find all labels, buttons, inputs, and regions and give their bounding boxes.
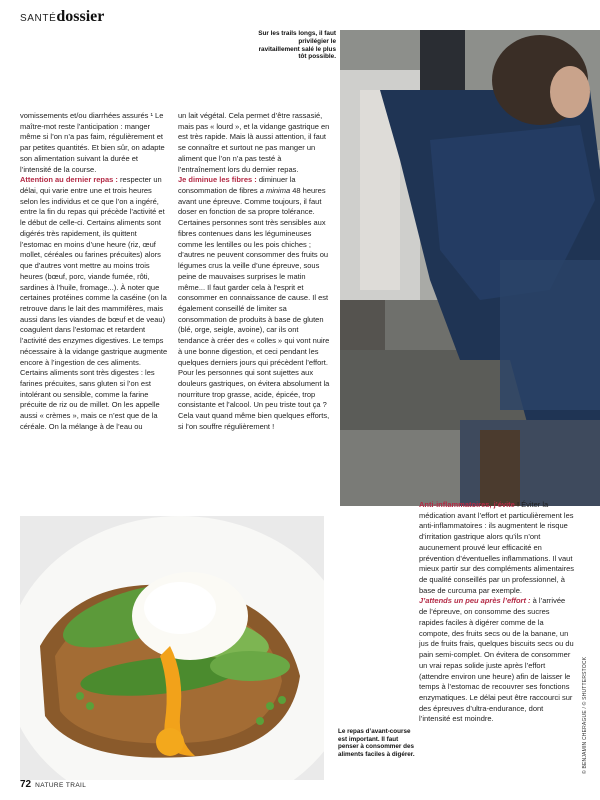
photo-caption-food: Le repas d’avant-course est important. Il faut penser à consommer des aliments faciles à digérer. bbox=[338, 728, 415, 759]
paragraph-text: diminuer la consommation de fibres bbox=[178, 175, 296, 196]
page-footer bbox=[20, 779, 86, 790]
photo-credit: © BENJAMIN CHERAGUE / © SHUTTERSTOCK bbox=[582, 656, 588, 774]
text-column-1 bbox=[20, 111, 170, 433]
paragraph-text: à l’arrivée de l’épreuve, on consomme des sucres rapides faciles à digérer comme de la compote, des fruits secs ou de la banane, un jus de fruits frais, quelques biscuits secs ou du pain semi-complet. On évitera de consommer un vrai repas solide juste après l’effort (attendre environ une heure) afin de laisser le temps à l’estomac de recouvrer ses fonctions enzymatiques. Le délai peut être raccourci sur des épreuves d’ultra-endurance, dont l’intensité est moindre. bbox=[419, 596, 574, 724]
paragraph bbox=[419, 596, 575, 725]
paragraph: vomissements et/ou diarrhées assurés ¹ Le maître-mot reste l’anticipation : manger même si l’on n’a pas faim, régulièrement et par petites quantités. Et bien sûr, on adapte son alimentation suivant la durée et l’intensité de la course. bbox=[20, 111, 165, 174]
page-number: 72 bbox=[20, 779, 32, 790]
paragraph bbox=[20, 175, 170, 432]
text-column-3 bbox=[419, 500, 575, 725]
page-header bbox=[20, 8, 104, 26]
paragraph-text: respecter un délai, qui varie entre une et trois heures selon les individus et ce que l’on a ingéré, entre la fin du repas qui précède l’activité et le début de celle-ci. Certains aliments sont digérés très rapidement, ils quittent l’estomac en moins d’une heure (riz, œuf mollet, céréales ou farines précuites) alors que d’autres vont mettre au moins trois heures (bœuf, porc, viande fumée, rôti, sardines à l’huile, fromage...). À noter que certaines protéines comme la caséine (on la retrouve dans le lait des mammifères, mais aussi dans les viandes de bœuf et de veau) coagulent dans l’estomac et retardent l’activité des enzymes digestives. Le temps nécessaire à la vidange gastrique augmente encore à l’ingestion de ces aliments. Certains aliments sont très digestes : les farines précuites, sans gluten si l’on est intolérant ou sensible, comme la farine précuite de riz ou de millet. On les appelle aussi « crèmes », mais ce n’est que de la céréale. On la mélange à de l’eau ou bbox=[20, 175, 168, 431]
paragraph: un lait végétal. Cela permet d’être rassasié, mais pas « lourd », et la vidange gastrique en est très rapide. Mais là aussi attention, il faut se connaître et surtout ne pas manger un aliment que l’on n’a pas testé à l’entraînement lors du dernier repas. bbox=[178, 111, 330, 174]
photo-caption-top: Sur les trails longs, il faut privilégier le ravitaillement salé le plus tôt possible. bbox=[258, 30, 336, 61]
subheading: Attention au dernier repas : bbox=[20, 175, 118, 185]
subheading: J’attends un peu après l’effort : bbox=[419, 596, 531, 606]
text-column-2 bbox=[178, 111, 330, 433]
subheading: Je diminue les fibres : bbox=[178, 175, 257, 185]
emphasis: a minima bbox=[259, 186, 291, 196]
paragraph-text: ! Éviter la médication avant l’effort et particulièrement les anti-inflammatoires : ils augmentent le risque d’irritation gastrique alors qu’ils n’ont aucunement prouvé leur efficacité en prévention d’éventuelles inflammations. Il vaut mieux partir sur des compléments alimentaires de qualité conseillés par un professionnel, à base de curcuma par exemple. bbox=[419, 500, 575, 595]
runner-photo bbox=[340, 30, 600, 506]
food-photo bbox=[20, 516, 324, 780]
paragraph-text: 48 heures avant une épreuve. Comme toujours, il faut doser en fonction de sa propre tolérance. Certaines personnes sont très sensibles aux fibres contenues dans les légumineuses comme les lentilles ou les pois chiches ; d’autres ne peuvent consommer des fruits ou légumes crus la veille d’une épreuve, sous peine de mauvaises surprises le matin même... Il faut garder cela à l’esprit et consommer en connaissance de cause. Il est également conseillé de limiter sa consommation de produits à base de gluten (blé, orge, seigle, avoine), car ils ont tendance à créer des « colles » qui vont nuire à une bonne digestion, et ceci pendant les quelques derniers jours qui précèdent l’effort. Pour les personnes qui sont sujettes aux douleurs gastriques, on évitera absolument la nourriture trop grasse, acide, épicée, trop consistante et l’alcool. Un peu triste tout ça ? Cela vaut quand même bien quelques efforts, si l’on souffre régulièrement ! bbox=[178, 186, 330, 431]
subheading: Anti-inflammatoires, j’évite bbox=[419, 500, 515, 509]
section-title: dossier bbox=[56, 8, 105, 25]
paragraph bbox=[178, 175, 330, 432]
paragraph bbox=[419, 500, 575, 596]
rubric-label: SANTÉ bbox=[20, 13, 57, 24]
magazine-name: NATURE TRAIL bbox=[35, 782, 87, 789]
